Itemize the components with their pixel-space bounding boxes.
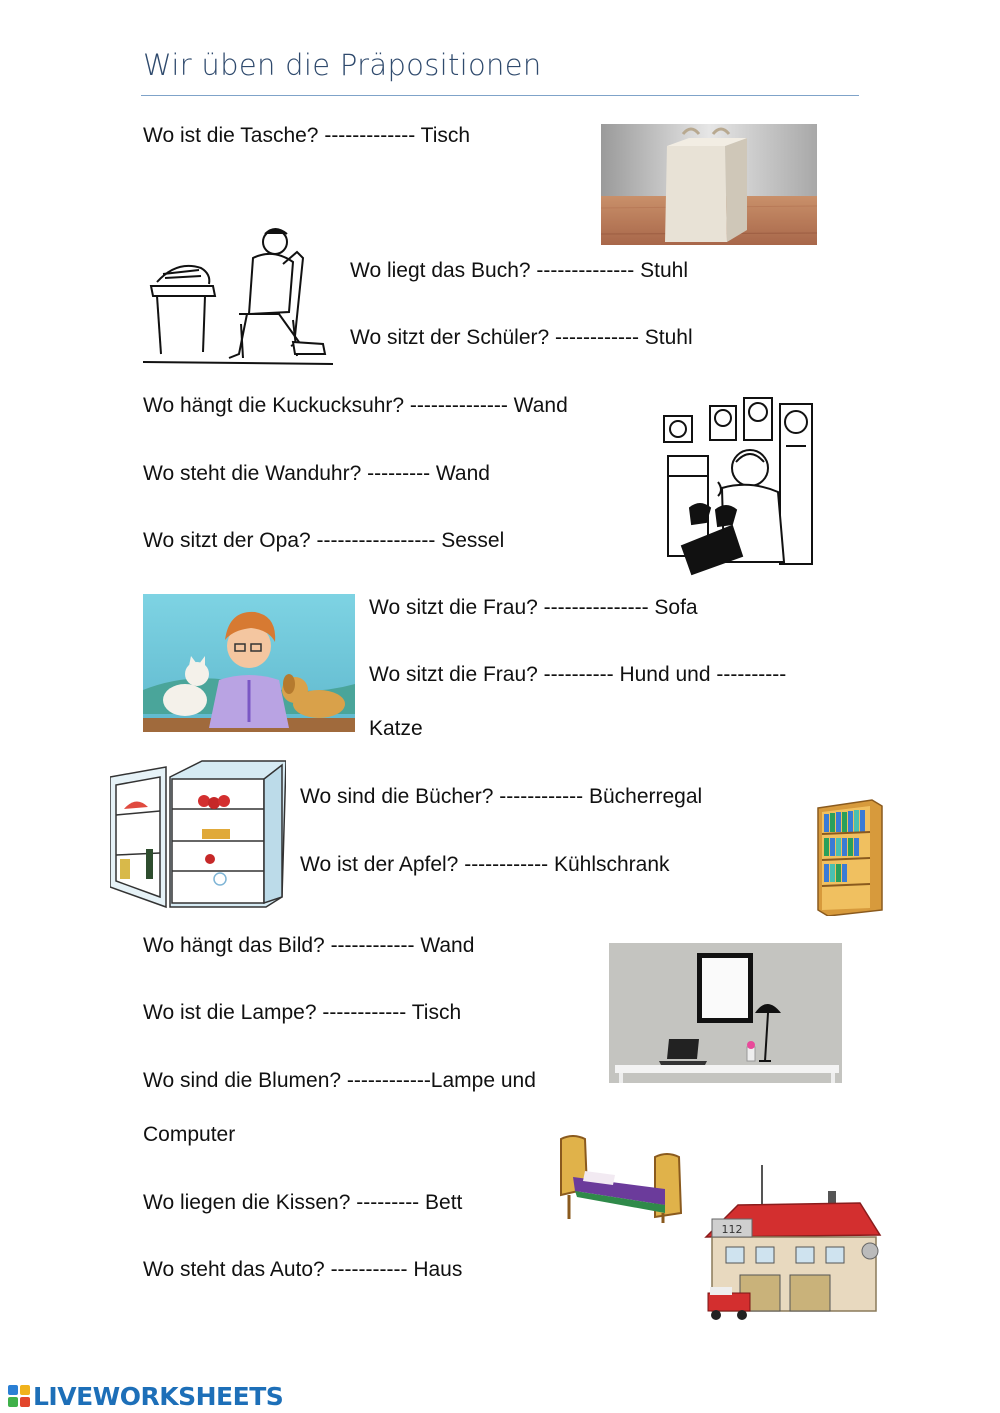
- question-wall-clock: Wo steht die Wanduhr? --------- Wand: [143, 462, 490, 485]
- liveworksheets-logo-icon: [8, 1385, 30, 1407]
- house-sign-text: 112: [721, 1223, 743, 1236]
- question-apple: Wo ist der Apfel? ------------ Kühlschrank: [300, 853, 670, 876]
- grandpa-clocks-image: [660, 396, 818, 584]
- question-pillows: Wo liegen die Kissen? --------- Bett: [143, 1191, 463, 1214]
- footer-brand-text: LIVEWORKSHEETS: [33, 1381, 284, 1411]
- question-cuckoo-clock: Wo hängt die Kuckucksuhr? -------------- Wand: [143, 394, 568, 417]
- desk-lamp-picture-image: [609, 943, 842, 1083]
- bag-on-table-image: [601, 124, 817, 245]
- woman-cat-dog-image: [143, 594, 355, 732]
- question-student: Wo sitzt der Schüler? ------------ Stuhl: [350, 326, 693, 349]
- question-bag: Wo ist die Tasche? ------------- Tisch: [143, 124, 471, 147]
- title-divider: [141, 95, 859, 96]
- question-book: Wo liegt das Buch? -------------- Stuhl: [350, 259, 688, 282]
- fridge-image: [110, 757, 286, 910]
- question-grandpa: Wo sitzt der Opa? ----------------- Sessel: [143, 529, 505, 552]
- question-woman-between: Wo sitzt die Frau? ---------- Hund und ----------: [369, 663, 787, 686]
- bed-image: [555, 1135, 685, 1223]
- question-picture: Wo hängt das Bild? ------------ Wand: [143, 934, 475, 957]
- footer-branding: [8, 1380, 283, 1412]
- question-woman-between-cont: Katze: [369, 717, 423, 740]
- page-title: Wir üben die Präpositionen: [143, 48, 542, 82]
- question-flowers: Wo sind die Blumen? ------------Lampe und: [143, 1069, 536, 1092]
- bookshelf-image: [816, 798, 884, 916]
- question-flowers-cont: Computer: [143, 1123, 236, 1146]
- question-woman-sofa: Wo sitzt die Frau? --------------- Sofa: [369, 596, 698, 619]
- question-books: Wo sind die Bücher? ------------ Bücherregal: [300, 785, 703, 808]
- fire-station-image: [700, 1165, 882, 1323]
- question-car: Wo steht das Auto? ----------- Haus: [143, 1258, 463, 1281]
- question-lamp: Wo ist die Lampe? ------------ Tisch: [143, 1001, 462, 1024]
- student-at-desk-image: [143, 224, 338, 370]
